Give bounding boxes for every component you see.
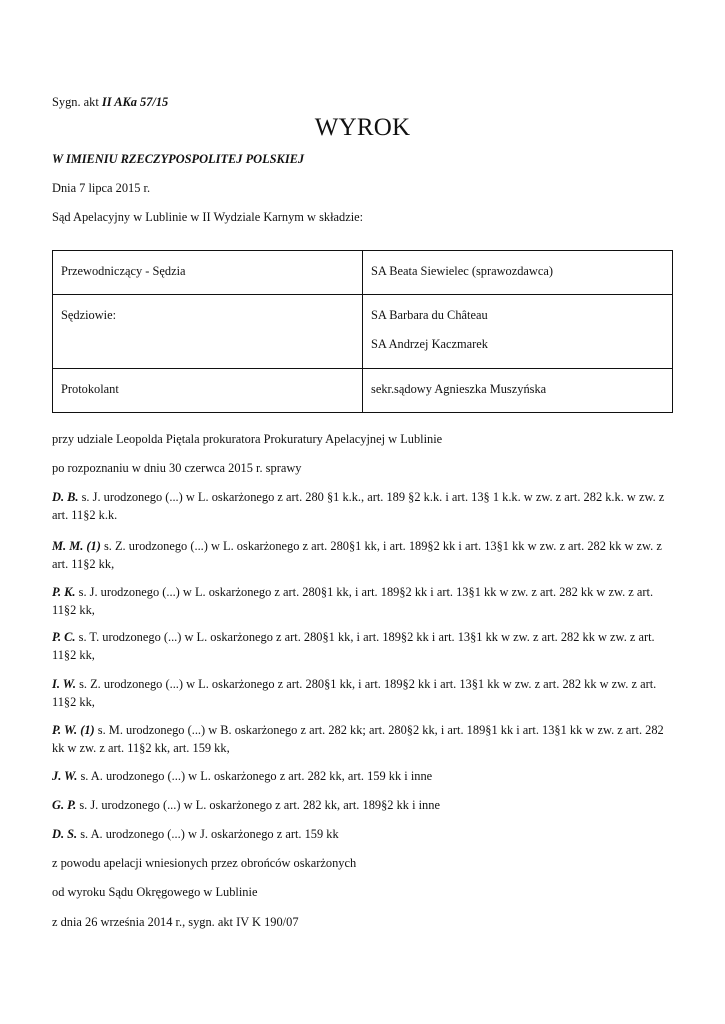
judge-name-2: SA Andrzej Kaczmarek (371, 337, 488, 351)
defendant-charges: s. J. urodzonego (...) w L. oskarżonego z art. 280§1 kk, i art. 189§2 kk i art. 13§1 kk w zw. z art. 282 kk w zw. z art. 11§2 kk, (52, 585, 654, 617)
judge-name-1: SA Barbara du Château (371, 308, 488, 322)
defendant-charges: s. M. urodzonego (...) w B. oskarżonego z art. 282 kk; art. 280§2 kk, i art. 189§1 kk i art. 13§1 kk w zw. z art. 282 kk w zw. z art. 11§2 kk, art. 159 kk, (52, 723, 664, 755)
lower-court-date-line: z dnia 26 września 2014 r., sygn. akt IV K 190/07 (52, 915, 299, 929)
defendant-paragraph (52, 721, 674, 757)
defendant-paragraph (52, 675, 674, 711)
defendant-charges: s. T. urodzonego (...) w L. oskarżonego z art. 280§1 kk, i art. 189§2 kk i art. 13§1 kk w zw. z art. 282 kk w zw. z art. 11§2 kk, (52, 630, 655, 662)
court-composition-intro: Sąd Apelacyjny w Lublinie w II Wydziale Karnym w składzie: (52, 210, 364, 224)
case-signature-number: II AKa 57/15 (101, 95, 169, 109)
chair-value: SA Beata Siewielec (sprawozdawca) (363, 251, 673, 295)
defendant-paragraph (52, 583, 674, 619)
defendant-name: G. P. (52, 798, 77, 812)
defendant-paragraph (52, 537, 674, 573)
defendant-name: D. S. (52, 827, 78, 841)
defendant-name: D. B. (52, 490, 79, 504)
panel-row-chair (53, 251, 673, 295)
defendant-name: P. W. (1) (52, 723, 95, 737)
defendant-paragraph (52, 767, 674, 785)
court-panel-table (52, 250, 673, 413)
defendant-charges: s. Z. urodzonego (...) w L. oskarżonego z art. 280§1 kk, i art. 189§2 kk i art. 13§1 kk w zw. z art. 282 kk w zw. z art. 11§2 kk, (52, 539, 662, 571)
judges-value (363, 295, 673, 369)
defendant-paragraph (52, 796, 674, 814)
defendant-charges: s. J. urodzonego (...) w L. oskarżonego z art. 282 kk, art. 189§2 kk i inne (76, 798, 440, 812)
lower-court-line: od wyroku Sądu Okręgowego w Lublinie (52, 885, 258, 899)
defendant-charges: s. Z. urodzonego (...) w L. oskarżonego z art. 280§1 kk, i art. 189§2 kk i art. 13§1 kk w zw. z art. 282 kk w zw. z art. 11§2 kk, (52, 677, 657, 709)
defendant-name: J. W. (52, 769, 78, 783)
document-heading: W IMIENIU RZECZYPOSPOLITEJ POLSKIEJ (52, 152, 305, 166)
appeal-line: z powodu apelacji wniesionych przez obrońców oskarżonych (52, 856, 357, 870)
panel-row-judges (53, 295, 673, 369)
defendant-name: P. C. (52, 630, 76, 644)
clerk-label: Protokolant (53, 369, 363, 413)
judges-label: Sędziowie: (53, 295, 363, 369)
chair-label: Przewodniczący - Sędzia (53, 251, 363, 295)
defendant-name: I. W. (52, 677, 76, 691)
defendant-name: P. K. (52, 585, 76, 599)
defendant-charges: s. J. urodzonego (...) w L. oskarżonego z art. 280 §1 k.k., art. 189 §2 k.k. i art. 13§ 1 k.k. w zw. z art. 282 k.k. w zw. z art. 11§2 k.k. (52, 490, 665, 522)
defendant-paragraph (52, 488, 674, 524)
defendant-paragraph (52, 628, 674, 664)
case-signature (52, 93, 674, 111)
defendant-charges: s. A. urodzonego (...) w J. oskarżonego z art. 159 kk (77, 827, 339, 841)
document-title: WYROK (314, 114, 411, 141)
clerk-value: sekr.sądowy Agnieszka Muszyńska (363, 369, 673, 413)
defendant-name: M. M. (1) (52, 539, 101, 553)
defendant-charges: s. A. urodzonego (...) w L. oskarżonego z art. 282 kk, art. 159 kk i inne (77, 769, 433, 783)
defendant-paragraph (52, 825, 674, 843)
case-signature-prefix: Sygn. akt (52, 95, 102, 109)
panel-row-clerk (53, 369, 673, 413)
judgment-date: Dnia 7 lipca 2015 r. (52, 181, 151, 195)
hearing-line: po rozpoznaniu w dniu 30 czerwca 2015 r. sprawy (52, 461, 302, 475)
prosecutor-line: przy udziale Leopolda Piętala prokuratora Prokuratury Apelacyjnej w Lublinie (52, 432, 443, 446)
